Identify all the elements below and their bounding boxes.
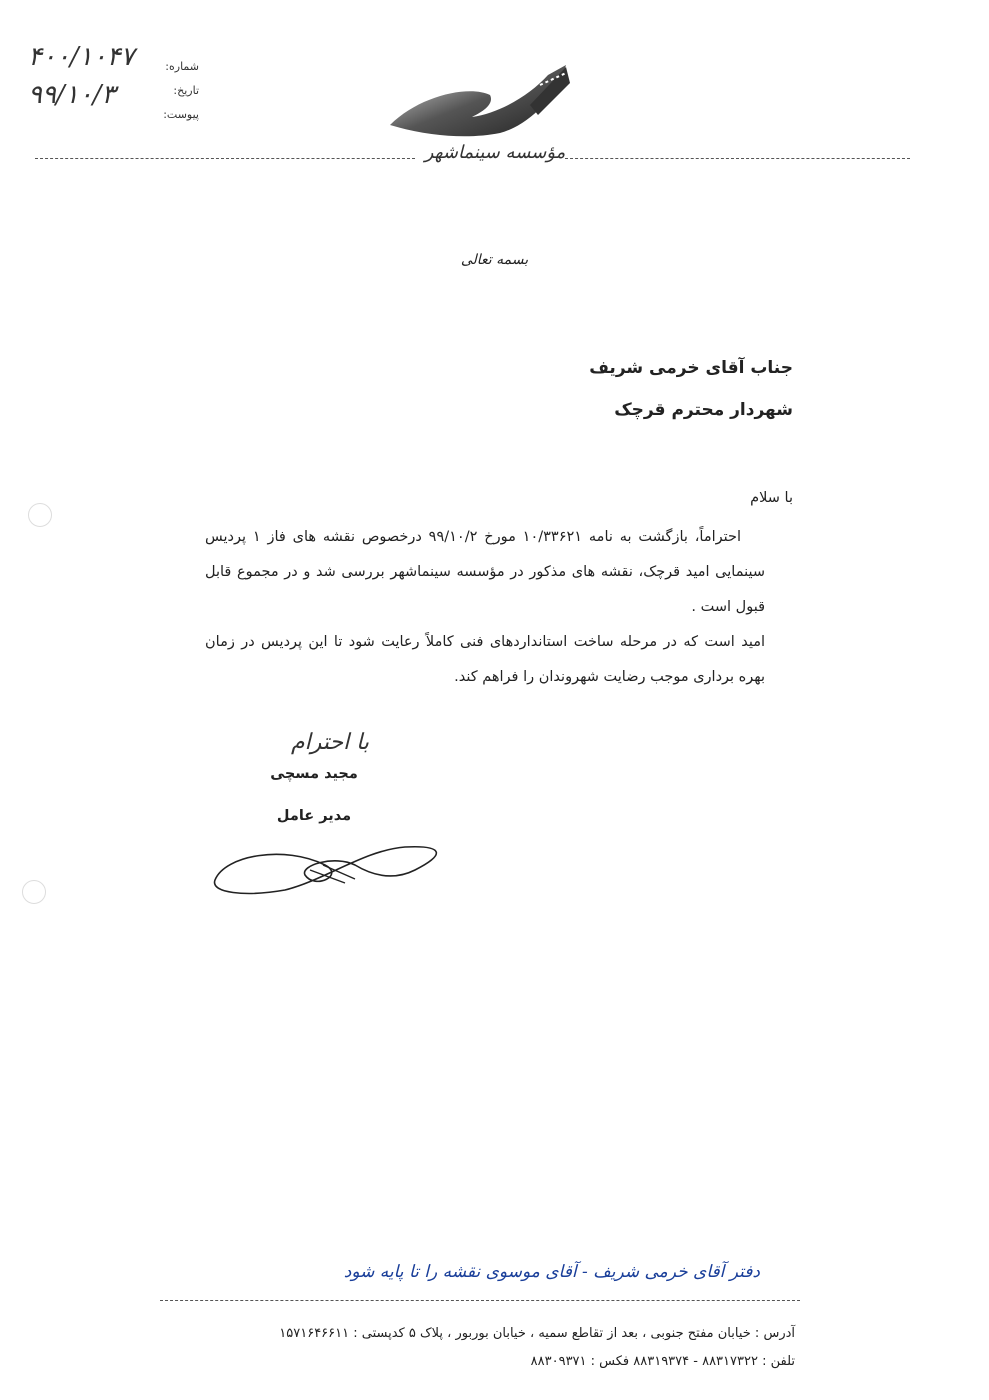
paragraph-2: امید است که در مرحله ساخت استانداردهای فنی کاملاً رعایت شود تا این پردیس در زمان بهره برداری موجب رضایت شهروندان را فراهم کند.: [205, 634, 765, 685]
footer-divider: [160, 1300, 800, 1301]
logo-text: مؤسسه سینماشهر: [424, 142, 566, 163]
footer-address: آدرس : خیابان مفتح جنوبی ، بعد از تقاطع سمیه ، خیابان بوربور ، پلاک ۵ کدپستی : ۱۵۷۱۶۴۶۶۱۱: [279, 1326, 795, 1341]
closing-handwritten: با احترام: [290, 730, 370, 755]
footer-phones: تلفن : ۸۸۳۱۷۳۲۲ - ۸۸۳۱۹۳۷۴ فکس : ۸۸۳۰۹۳۷۱: [530, 1354, 795, 1369]
recipient-line-1: جناب آقای خرمی شریف: [589, 358, 793, 378]
greeting: با سلام: [750, 490, 793, 506]
number-label: شماره:: [165, 60, 199, 73]
letter-body: [205, 520, 765, 695]
date-value: ۹۹/۱۰/۳: [28, 80, 116, 110]
bismillah: بسمه تعالی: [460, 252, 529, 268]
punch-hole-bottom: [22, 880, 46, 904]
attachment-label: پیوست:: [163, 108, 199, 121]
signature-icon: [205, 835, 455, 900]
signer-name: مجید مسچی: [270, 766, 358, 782]
number-value: ۴۰۰/۱۰۴۷: [28, 42, 135, 72]
punch-hole-top: [28, 503, 52, 527]
handwritten-note: دفتر آقای خرمی شریف - آقای موسوی نقشه را تا پایه شود: [343, 1262, 760, 1282]
header-divider-right: [565, 158, 910, 159]
paragraph-1: احتراماً، بازگشت به نامه ۱۰/۳۳۶۲۱ مورخ ۹۹/۱۰/۲ درخصوص نقشه های فاز ۱ پردیس سینمایی امید قرچک، نقشه های مذکور در مؤسسه سینماشهر بررسی شد و در مجموع قابل قبول است .: [205, 529, 765, 615]
date-label: تاریخ:: [173, 84, 199, 97]
header-divider-left: [35, 158, 415, 159]
recipient-line-2: شهردار محترم قرچک: [614, 400, 793, 420]
signer-title: مدیر عامل: [276, 808, 352, 824]
